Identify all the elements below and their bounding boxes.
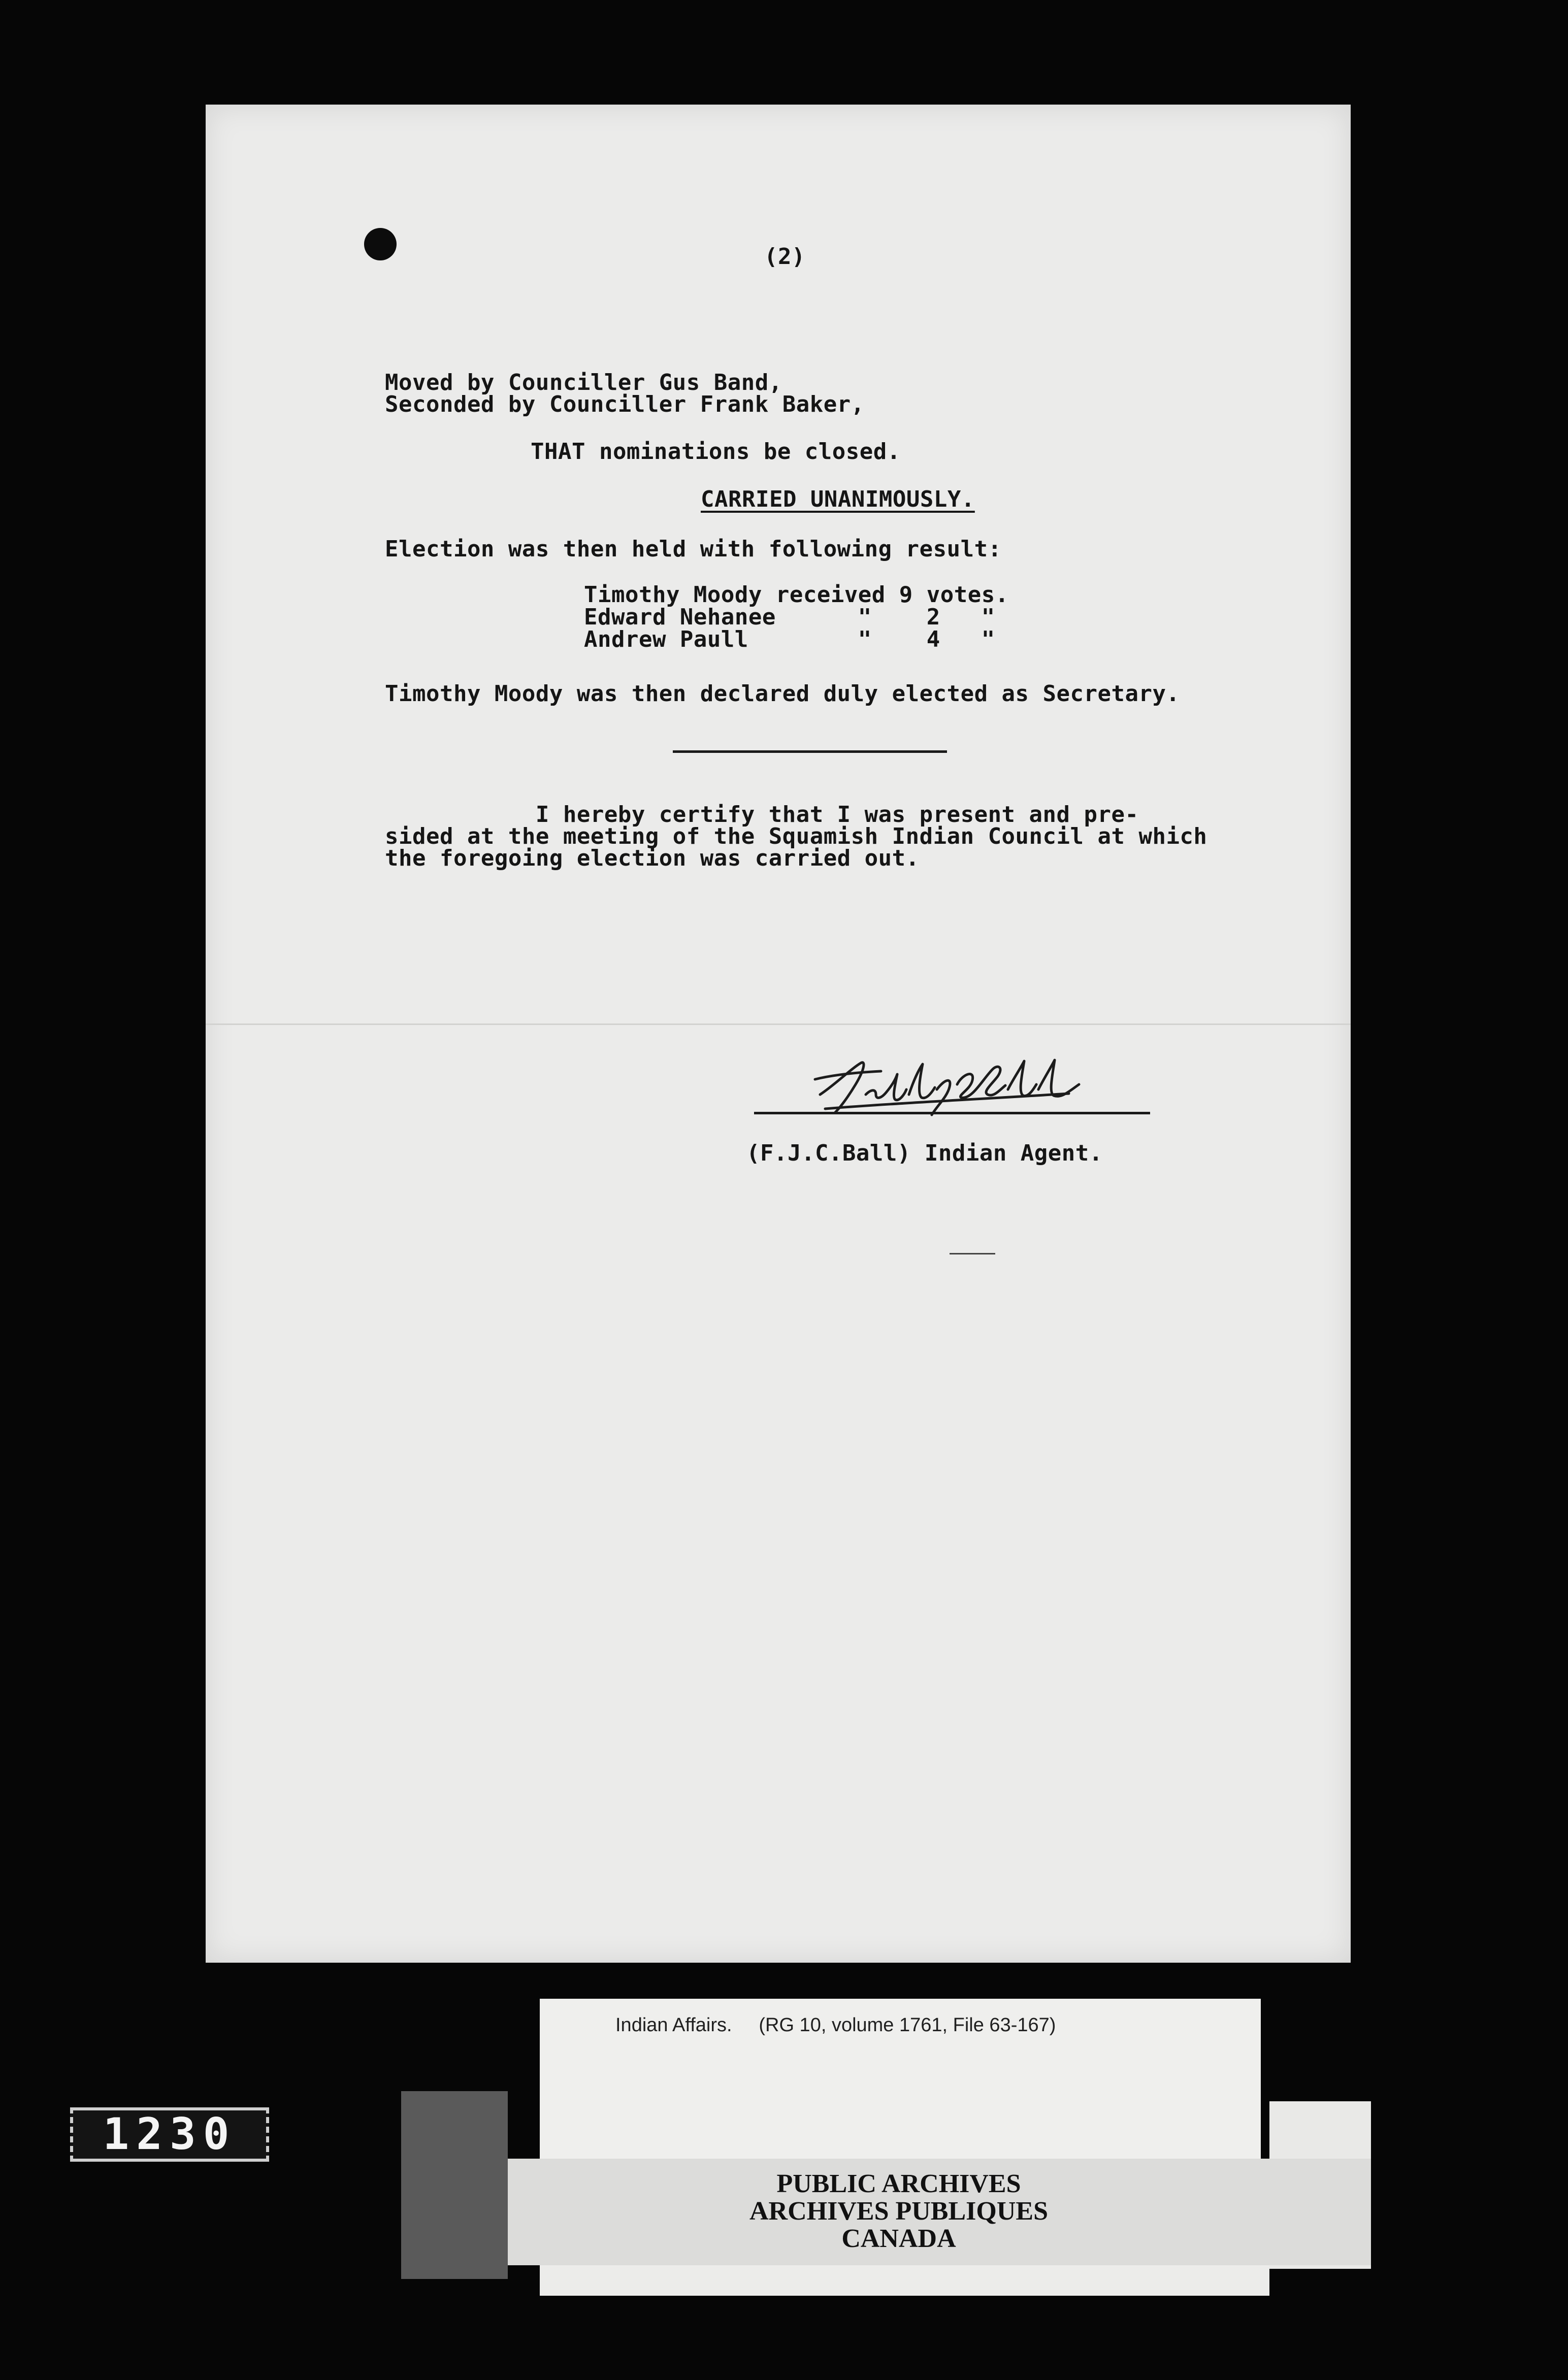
resolution-line: THAT nominations be closed.: [531, 439, 901, 465]
election-intro: Election was then held with following result:: [385, 536, 1002, 562]
card-base-strip: [540, 2265, 1269, 2296]
archive-stamp-line: PUBLIC ARCHIVES: [776, 2169, 1021, 2198]
certification-line: the foregoing election was carried out.: [385, 845, 920, 871]
archive-stamp-line: ARCHIVES PUBLIQUES: [749, 2197, 1049, 2226]
section-divider: [673, 750, 947, 753]
result-row: Timothy Moody received 9 votes.: [584, 582, 1009, 608]
archive-stamp: [660, 2170, 1137, 2253]
signature-line: [754, 1112, 1150, 1114]
certification-line: I hereby certify that I was present and pre-: [385, 802, 1139, 828]
moved-by-line: Moved by Counciller Gus Band,: [385, 370, 782, 395]
result-row: Andrew Paull " 4 ": [584, 626, 995, 652]
certification-line: sided at the meeting of the Squamish Indian Council at which: [385, 823, 1207, 849]
signature-caption: (F.J.C.Ball) Indian Agent.: [746, 1140, 1103, 1166]
document-page: [206, 105, 1351, 1963]
archive-citation: Indian Affairs. (RG 10, volume 1761, File 63-167): [615, 2014, 1056, 2036]
result-row: Edward Nehanee " 2 ": [584, 604, 995, 630]
outcome-line: CARRIED UNANIMOUSLY.: [701, 486, 975, 512]
microfilm-frame-counter: [70, 2107, 269, 2162]
seconded-by-line: Seconded by Counciller Frank Baker,: [385, 391, 865, 417]
punch-hole: [364, 228, 397, 260]
frame-number-text: 1230: [103, 2109, 237, 2160]
label-card-shadow: [401, 2091, 508, 2279]
page-number: (2): [764, 244, 805, 270]
archive-stamp-line: CANADA: [841, 2224, 956, 2253]
declaration-line: Timothy Moody was then declared duly elected as Secretary.: [385, 681, 1180, 707]
stray-mark: [950, 1253, 995, 1254]
page-fold-line: [206, 1023, 1351, 1025]
